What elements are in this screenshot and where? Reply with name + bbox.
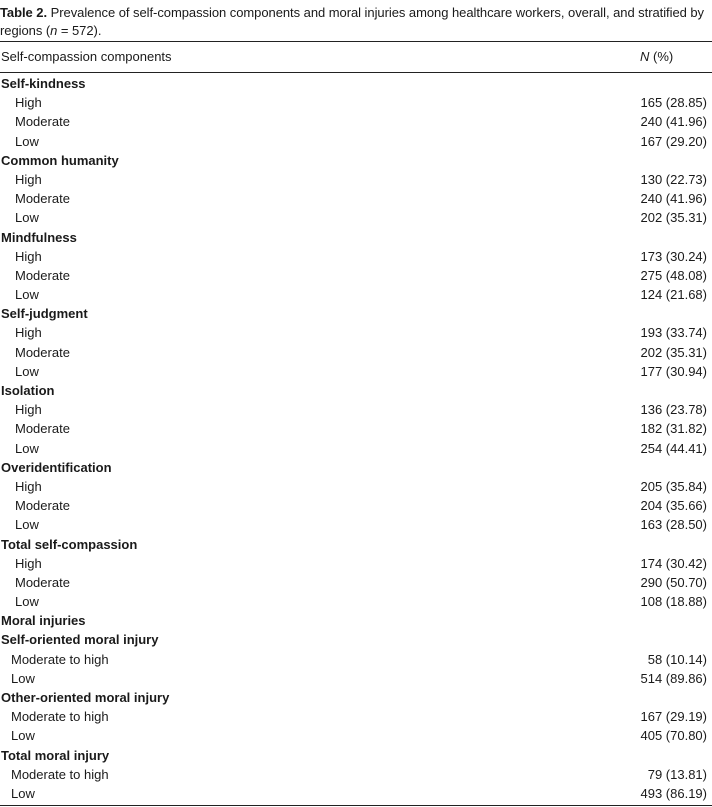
row-value: 405 (70.80) — [640, 728, 707, 744]
row-value — [707, 74, 712, 93]
row-label: Moderate — [15, 421, 70, 437]
table-row — [0, 419, 712, 438]
row-value: 514 (89.86) — [640, 670, 707, 686]
table-row — [0, 439, 712, 458]
row-label: Moderate — [15, 498, 70, 514]
row-label: Low — [11, 670, 35, 686]
row-value: 240 (41.96) — [640, 114, 707, 130]
table-section-row — [0, 630, 712, 649]
table-section-row — [0, 381, 712, 400]
row-label: High — [15, 248, 42, 264]
table-bottom-rule — [0, 805, 712, 806]
row-value: 182 (31.82) — [640, 421, 707, 437]
row-label: Low — [15, 594, 39, 610]
row-value — [707, 381, 712, 400]
row-value: 493 (86.19) — [640, 785, 707, 801]
row-label: Low — [15, 363, 39, 379]
row-value — [707, 611, 712, 630]
row-value: 193 (33.74) — [640, 325, 707, 341]
table-body — [0, 74, 712, 803]
section-label: Self-oriented moral injury — [1, 632, 159, 648]
section-label: Mindfulness — [1, 229, 77, 245]
table-header-rule — [0, 72, 712, 73]
section-label: Self-kindness — [1, 76, 86, 91]
header-value — [640, 42, 712, 72]
row-value: 290 (50.70) — [640, 574, 707, 590]
row-value: 205 (35.84) — [640, 478, 707, 494]
table-section-row — [0, 304, 712, 323]
row-label: Low — [15, 133, 39, 149]
row-label: Low — [15, 517, 39, 533]
caption-n-symbol: n — [50, 22, 58, 38]
row-value: 163 (28.50) — [640, 517, 707, 533]
row-value: 177 (30.94) — [640, 363, 707, 379]
table-row — [0, 170, 712, 189]
row-value: 130 (22.73) — [640, 171, 707, 187]
row-value: 167 (29.20) — [640, 133, 707, 149]
section-label: Total self-compassion — [1, 536, 138, 552]
row-label: Moderate — [15, 191, 70, 207]
table-section-row — [0, 151, 712, 170]
row-value — [707, 535, 712, 554]
row-label: Moderate — [15, 267, 70, 283]
row-label: High — [15, 555, 42, 571]
table-row — [0, 208, 712, 227]
table-header — [0, 42, 712, 72]
row-value: 202 (35.31) — [640, 210, 707, 226]
table-section-row — [0, 458, 712, 477]
row-label: High — [15, 171, 42, 187]
row-value — [707, 746, 712, 765]
table-row — [0, 362, 712, 381]
caption-label: Table 2. — [0, 5, 48, 20]
table-section-row — [0, 228, 712, 247]
row-value: 58 (10.14) — [647, 651, 707, 667]
row-value: 275 (48.08) — [640, 267, 707, 283]
table-caption — [0, 4, 712, 39]
row-value: 202 (35.31) — [640, 344, 707, 360]
table-row — [0, 189, 712, 208]
table-row — [0, 669, 712, 688]
table-row — [0, 93, 712, 112]
row-label: Low — [15, 287, 39, 303]
table-section-row — [0, 535, 712, 554]
row-value: 173 (30.24) — [640, 248, 707, 264]
row-label: High — [15, 478, 42, 494]
row-label: Moderate — [15, 344, 70, 360]
row-value — [707, 688, 712, 707]
row-value — [707, 304, 712, 323]
row-label: Moderate — [15, 574, 70, 590]
header-n: N — [640, 49, 650, 64]
table-section-row — [0, 611, 712, 630]
section-label: Moral injuries — [1, 613, 86, 629]
table-row — [0, 592, 712, 611]
caption-n-value: = 572). — [57, 22, 102, 38]
table-row — [0, 707, 712, 726]
table-row — [0, 784, 712, 803]
table-row — [0, 266, 712, 285]
row-value: 108 (18.88) — [640, 594, 707, 610]
table-row — [0, 285, 712, 304]
table-section-row — [0, 688, 712, 707]
table-section-row — [0, 74, 712, 93]
row-value: 174 (30.42) — [640, 555, 707, 571]
table-row — [0, 496, 712, 515]
header-label: Self-compassion components — [1, 49, 172, 64]
row-label: High — [15, 325, 42, 341]
table-row — [0, 112, 712, 131]
row-label: High — [15, 402, 42, 418]
section-label: Overidentification — [1, 459, 112, 475]
table-row — [0, 323, 712, 342]
section-label: Other-oriented moral injury — [1, 690, 170, 705]
table-row — [0, 132, 712, 151]
row-value — [707, 228, 712, 247]
table-row — [0, 765, 712, 784]
section-label: Self-judgment — [1, 306, 88, 322]
table-row — [0, 554, 712, 573]
row-label: Moderate — [15, 114, 70, 130]
row-label: Low — [15, 440, 39, 456]
section-label: Isolation — [1, 383, 55, 398]
row-value: 204 (35.66) — [640, 498, 707, 514]
row-value: 79 (13.81) — [647, 766, 707, 782]
table-row — [0, 247, 712, 266]
row-value — [707, 458, 712, 477]
table-row — [0, 515, 712, 534]
row-label: Low — [11, 728, 35, 744]
row-label: Moderate to high — [11, 651, 109, 667]
row-value: 165 (28.85) — [640, 95, 707, 111]
row-label: Moderate to high — [11, 709, 109, 725]
row-label: Low — [15, 210, 39, 226]
row-label: Low — [11, 785, 35, 801]
table-row — [0, 343, 712, 362]
row-value: 136 (23.78) — [640, 402, 707, 418]
table-row — [0, 650, 712, 669]
table-section-row — [0, 746, 712, 765]
section-label: Common humanity — [1, 152, 119, 168]
table-row — [0, 726, 712, 745]
row-label: High — [15, 95, 42, 111]
row-value — [707, 630, 712, 649]
row-value: 124 (21.68) — [640, 287, 707, 303]
row-value: 240 (41.96) — [640, 191, 707, 207]
section-label: Total moral injury — [1, 747, 110, 763]
caption-text: Prevalence of self-compassion components and moral injuries among healthcare workers, overall, and stratified by regions ( — [0, 5, 705, 38]
row-value: 254 (44.41) — [640, 440, 707, 456]
header-pct: (%) — [649, 49, 674, 64]
row-label: Moderate to high — [11, 766, 109, 782]
row-value — [707, 151, 712, 170]
table-row — [0, 573, 712, 592]
table-row — [0, 477, 712, 496]
row-value: 167 (29.19) — [640, 709, 707, 725]
table-row — [0, 400, 712, 419]
